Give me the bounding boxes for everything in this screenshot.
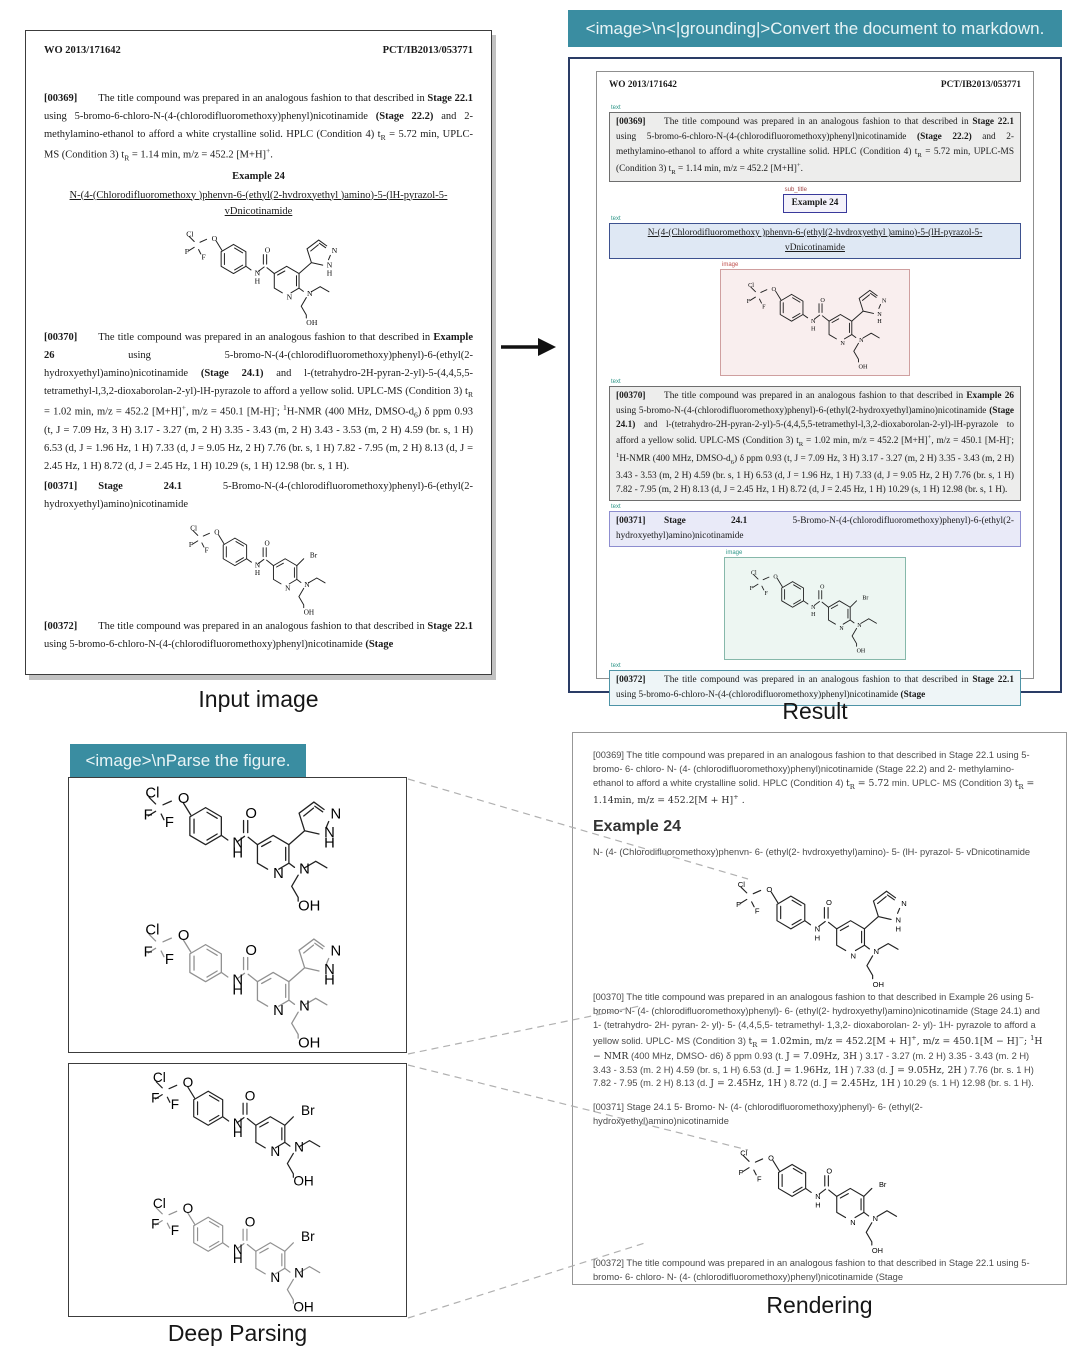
paragraph-00371: [00371] Stage 24.1 5-Bromo-N-(4-(chlorodifluoromethoxy)phenyl)-6-(ethyl(2-hydroxyethyl)amino)nicotinamide — [44, 481, 473, 511]
paragraph-00370: [00370] The title compound was prepared in an analogous fashion to that described in Example 26 using 5-bromo-N-(4-(chlorodifluoromethoxy)phenyl)-6-(ethyl(2-hydroxyethyl)amino)nicotinamide (Stage 24.1) and l-(tetrahydro-2H-pyran-2-yl)-5-(4,4,5,5-tetramethyl-l,3,2-dioxaborolan-2-yl)-lH-pyrazole to afford a yellow solid. UPLC-MS (Condition 3) $t_R = 1.02$ min, m/z = 452.2 [M+H]+, m/z = 450.1 [M-H]-; $^1$H-NMR (400 MHz, DMSO-$d_6$) δ ppm 0.93 (t, J = 7.09 Hz, 3 H) 3.17 - 3.27 (m, 2 H) 3.35 - 3.43 (m, 2 H) 3.43 - 3.53 (m, 2 H) 4.59 (br. s, 1 H) 6.53 (d, J = 1.96 Hz, 1 H) 7.33 (d, J = 9.05 Hz, 2 H) 7.76 (br. s, 1 H) 7.82 - 7.95 (m, 2 H) 8.13 (d, J = 2.45 Hz, 1 H) 8.72 (d, J = 2.45 Hz, 1 H) 10.29 (s, 1 H) 12.98 (br. s, 1 H). — [44, 332, 473, 473]
grounded-region-text — [609, 504, 1021, 547]
caption-deep-parsing: Deep Parsing — [167, 1320, 308, 1346]
arrow-right-icon — [498, 330, 560, 364]
document-header — [609, 80, 1021, 90]
patent-number: WO 2013/171642 — [44, 45, 121, 56]
region-tag: sub_title — [784, 187, 807, 193]
paragraph-00372: [00372] The title compound was prepared in an analogous fashion to that described in Stage 22.1 using 5-bromo-6-chloro-N-(4-(chlorodifluoromethoxy)phenyl)nicotinamide (Stage — [616, 675, 1014, 700]
molecule-example24 — [717, 870, 922, 991]
pct-number: PCT/IB2013/053771 — [940, 80, 1021, 90]
molecule-bromo-intermediate — [735, 561, 895, 656]
grounded-region-text — [609, 215, 1021, 259]
patent-number: WO 2013/171642 — [609, 80, 677, 90]
paragraph-00369: [00369] The title compound was prepared in an analogous fashion to that described in Stage 22.1 using 5-bromo-6-chloro-N-(4-(chlorodifluoromethoxy)phenyl)nicotinamide (Stage 22.2) and 2-methylamino-ethanol to afford a white crystalline solid. HPLC (Condition 4) $t_R = 5.72$ min, UPLC-MS (Condition 3) $t_R = 1.14$ min, m/z = 452.2 [M+H]+. — [44, 93, 474, 163]
paragraph-00370: [00370] The title compound was prepared in an analogous fashion to that described in Example 26 using 5-bromo-N-(4-(chlorodifluoromethoxy)phenyl)-6-(ethyl(2-hydroxyethyl)amino)nicotinamide (Stage 24.1) and l-(tetrahydro-2H-pyran-2-yl)-5-(4,4,5,5-tetramethyl-l,3,2-dioxaborolan-2-yl)-lH-pyrazole to afford a yellow solid. UPLC-MS (Condition 3) $t_R = 1.02$ min, m/z = 452.2 [M+H]+, m/z = 450.1 [M-H]-; $^1$H-NMR (400 MHz, DMSO-$d_6$) δ ppm 0.93 (t, J = 7.09 Hz, 3 H) 3.17 - 3.27 (m, 2 H) 3.35 - 3.43 (m, 2 H) 3.43 - 3.53 (m, 2 H) 4.59 (br. s, 1 H) 6.53 (d, J = 1.96 Hz, 1 H) 7.33 (d, J = 9.05 Hz, 2 H) 7.76 (br. s, 1 H) 7.82 - 7.95 (m, 2 H) 8.13 (d, J = 2.45 Hz, 1 H) 8.72 (d, J = 2.45 Hz, 1 H) 10.29 (s, 1 H) 12.98 (br. s, 1 H). — [616, 390, 1014, 496]
region-tag: image — [726, 550, 743, 557]
caption-rendering: Rendering — [766, 1292, 873, 1318]
grounded-region-image — [720, 261, 910, 376]
region-tag: text — [611, 105, 621, 111]
example-heading: Example 24 — [232, 170, 285, 182]
deep-parsing-box-1 — [68, 777, 407, 1053]
molecule-bromo-intermediate — [131, 1064, 345, 1190]
paragraph-00369: [00369] The title compound was prepared in an analogous fashion to that described in Stage 22.1 using 5-bromo-6-chloro-N-(4-(chlorodifluoromethoxy)phenyl)nicotinamide (Stage 22.2) and 2-methylamino-ethanol to afford a white crystalline solid. HPLC (Condition 4) $t_R = 5.72$ min, UPLC-MS (Condition 3) $t_R = 1.14$ min, m/z = 452.2 [M+H]+. — [616, 117, 1014, 177]
grounded-region-subtitle — [783, 187, 848, 213]
deep-parsing-box-2 — [68, 1063, 407, 1317]
molecule-example24 — [731, 273, 899, 372]
caption-input-image: Input image — [198, 686, 319, 712]
structure-figure — [44, 221, 473, 329]
pct-number: PCT/IB2013/053771 — [382, 45, 473, 56]
molecule-example24 — [122, 778, 354, 915]
rendering-panel — [572, 732, 1067, 1285]
grounded-region-text — [609, 105, 1021, 182]
molecule-example24 — [168, 221, 350, 329]
paragraph-00370-rendered: [00370] The title compound was prepared in an analogous fashion to that described in Example 26 using 5- bromo- N- (4- (chlorodifluoromethoxy)phenyl)- 6- (ethyl(2- hydroxyethyl)amino)nicotinamide (Stage 24.1) and 1- (tetrahydro- 2H- pyran- 2- yl)- 5- (4,4,5,5- tetramethyl- 1,3,2- dioxaborolan- 2- yl)- 1H- pyrazole to afford a yellow solid. UPLC- MS (Condition 3) $t_R = 1.02\min$, m/z = 452.2[M + H]+, m/z = 450.1[M − H]−; $^1$H − NMR (400 MHz, DMSO- d6) δ ppm 0.93 (t. J = 7.09Hz, 3H ) 3.17 - 3.27 (m. 2 H) 3.35 - 3.43 (m. 2 H) 3.43 - 3.53 (m. 2 H) 4.59 (br. s, 1 H) 6.53 (d. J = 1.96Hz, 1H ) 7.33 (d. J = 9.05Hz, 2H ) 7.76 (br. s. 1 H) 7.82 - 7.95 (m. 2 H) 8.13 (d. J = 2.45Hz, 1H ) 8.72 (d. J = 2.45Hz, 1H ) 10.29 (s. 1 H) 12.98 (br. s. 1 H). — [593, 991, 1043, 1090]
compound-name: N-(4-(Chlorodifluoromethoxy )phenvn-6-(ethyl(2-hvdroxyethyl )amino)-5-(lH-pyrazol-5-vDnicotinamide — [69, 189, 448, 218]
result-document-page — [596, 71, 1034, 700]
molecule-bromo-intermediate — [720, 1139, 920, 1257]
region-tag: image — [722, 261, 739, 268]
structure-figure — [593, 870, 1046, 991]
structure-figure — [44, 516, 473, 618]
document-header — [44, 45, 473, 56]
prompt-banner-parse: <image>\nParse the figure. — [70, 744, 306, 777]
prompt-banner-convert: <image>\n<|grounding|>Convert the document to markdown. — [568, 10, 1062, 47]
grounded-region-text — [609, 378, 1021, 502]
result-panel — [568, 57, 1062, 700]
region-tag: text — [611, 378, 621, 385]
structure-figure — [593, 1139, 1046, 1257]
paragraph-00371: [00371] Stage 24.1 5-Bromo-N-(4-(chlorodifluoromethoxy)phenyl)-6-(ethyl(2-hydroxyethyl)amino)nicotinamide — [616, 516, 1014, 542]
region-tag: text — [611, 504, 621, 511]
paragraph-00371-rendered: [00371] Stage 24.1 5- Bromo- N- (4- (chlorodifluoromethoxy)phenyl)- 6- (ethyl(2- hydroxyethyl)amino)nicotinamide — [593, 1102, 923, 1127]
input-document-page — [25, 30, 492, 675]
molecule-bromo-intermediate-colored — [131, 1190, 345, 1316]
example-heading-rendered: Example 24 — [593, 817, 682, 835]
molecule-bromo-intermediate — [173, 516, 345, 618]
caption-result: Result — [782, 698, 848, 724]
paragraph-00369-rendered: [00369] The title compound was prepared in an analogous fashion to that described in Stage 22.1 using 5- bromo- 6- chloro- N- (4- (chlorodifluoromethoxy)phenyl)nicotinamide (Stage 22.2) and 2- methylamino- ethanol to afford a white crystalline solid. HPLC (Condition 4) $t_R = 5.72$ min. UPLC- MS (Condition 3) $t_R = 1.14\min$, m/z = 452.2[M + H]+ . — [593, 750, 1035, 806]
grounded-region-image — [724, 550, 906, 660]
paragraph-00372-rendered: [00372] The title compound was prepared in an analogous fashion to that described in Stage 22.1 using 5- bromo- 6- chloro- N- (4- (chlorodifluoromethoxy)phenyl)nicotinamide (Stage — [593, 1258, 1030, 1283]
paragraph-00372: [00372] The title compound was prepared in an analogous fashion to that described in Stage 22.1 using 5-bromo-6-chloro-N-(4-(chlorodifluoromethoxy)phenyl)nicotinamide (Stage — [44, 621, 473, 651]
region-tag: text — [611, 663, 621, 670]
molecule-example24-colored — [122, 915, 354, 1052]
region-tag: text — [611, 215, 621, 222]
example-heading: Example 24 — [791, 198, 839, 208]
compound-name: N-(4-(Chlorodifluoromethoxy )phenvn-6-(ethyl(2-hvdroxyethyl )amino)-5-(lH-pyrazol-5-vDnicotinamide — [647, 227, 983, 253]
compound-name-rendered: N- (4- (Chlorodifluoromethoxy)phenvn- 6- (ethyl(2- hvdroxyethyl)amino)- 5- (lH- pyrazol- 5- vDnicotinamide — [593, 846, 1031, 857]
